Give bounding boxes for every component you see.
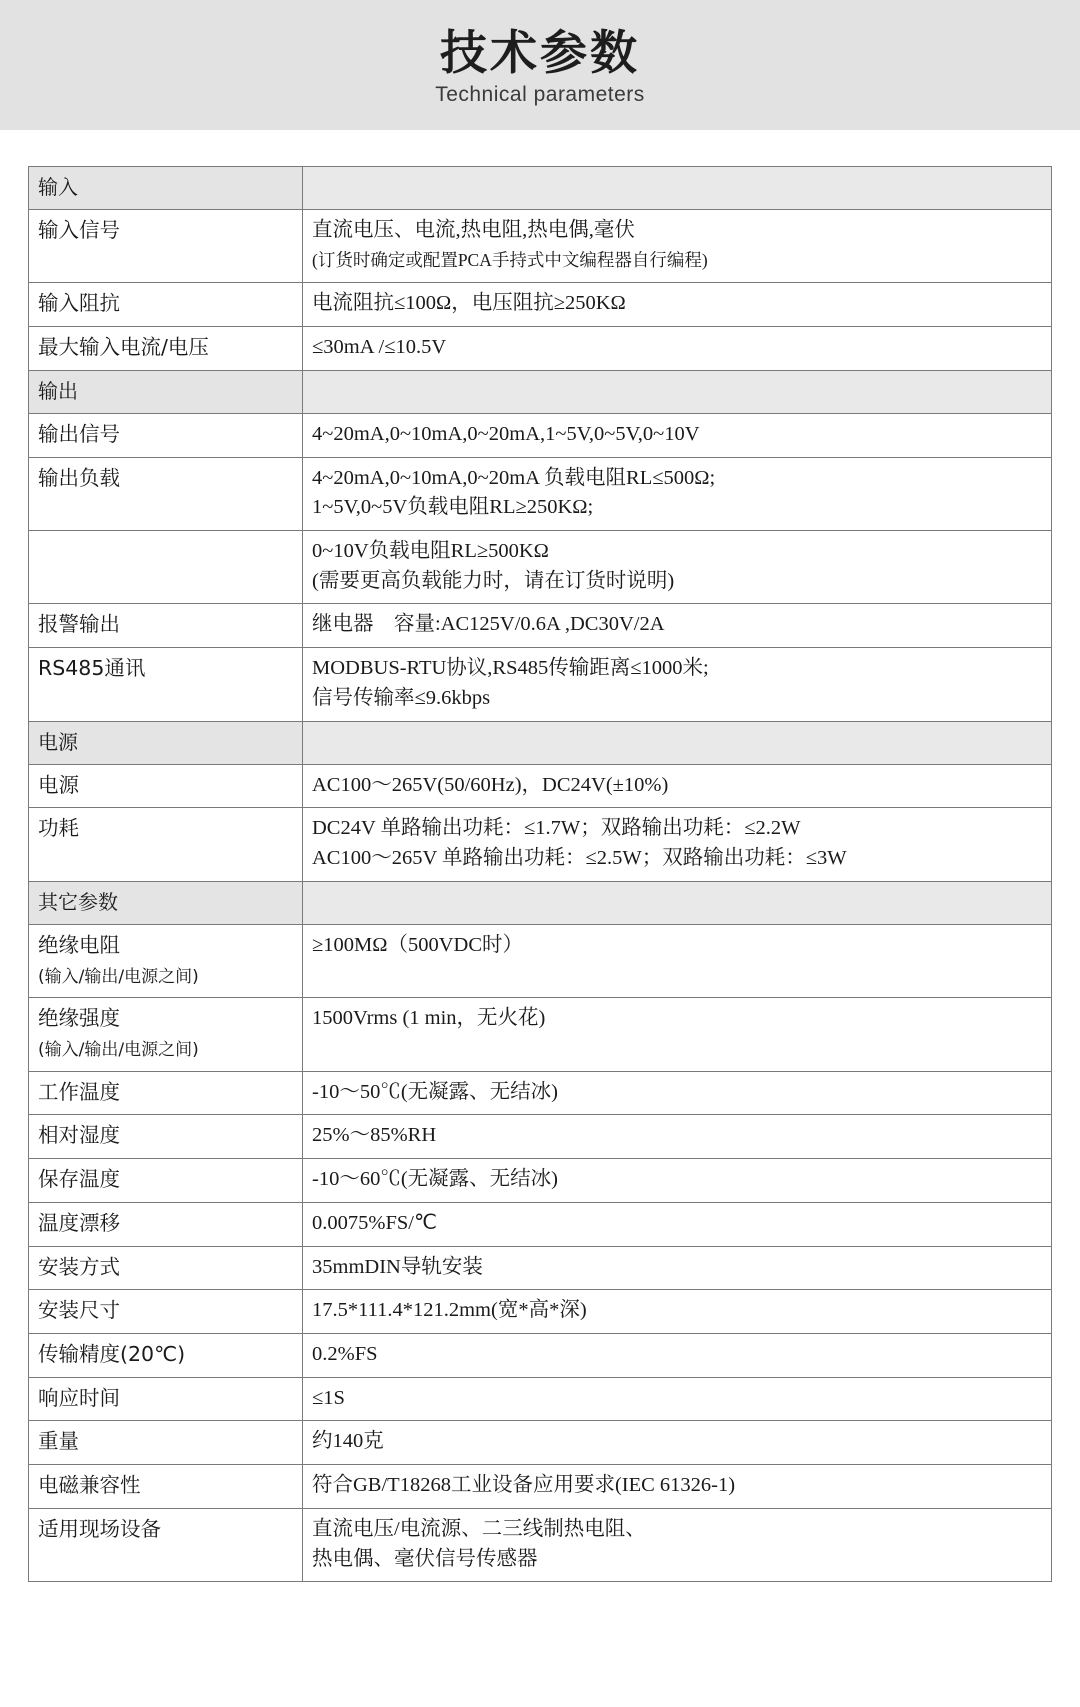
parameter-label: 绝缘强度 (输入/输出/电源之间) [29,998,303,1071]
page-header-banner [0,0,1080,130]
table-row [29,1246,1052,1290]
parameter-label: 保存温度 [29,1159,303,1203]
parameter-label: 电源 [29,764,303,808]
parameter-value: 约140克 [303,1421,1052,1465]
table-row [29,1377,1052,1421]
page-title: 技术参数 [440,26,640,82]
parameter-value: -10～60℃(无凝露、无结冰) [303,1159,1052,1203]
parameter-value: AC100～265V(50/60Hz)，DC24V(±10%) [303,764,1052,808]
parameter-label: 输入阻抗 [29,283,303,327]
page-subtitle: Technical parameters [435,82,645,106]
technical-parameters-table [28,166,1052,1582]
table-row [29,531,1052,604]
parameter-label: 传输精度(20℃) [29,1333,303,1377]
table-row [29,604,1052,648]
parameter-label: 相对湿度 [29,1115,303,1159]
table-row [29,1159,1052,1203]
section-filler-cell [303,881,1052,924]
parameter-value: 35mmDIN导轨安装 [303,1246,1052,1290]
section-label: 输出 [29,370,303,413]
parameter-value: 直流电压、电流,热电阻,热电偶,毫伏 (订货时确定或配置PCA手持式中文编程器自行编程) [303,210,1052,283]
table-row [29,413,1052,457]
parameter-value: 继电器 容量:AC125V/0.6A ,DC30V/2A [303,604,1052,648]
parameter-value: 0.0075%FS/℃ [303,1202,1052,1246]
table-row [29,457,1052,530]
section-label: 输入 [29,167,303,210]
table-row [29,998,1052,1071]
section-header-row [29,881,1052,924]
parameter-value: DC24V 单路输出功耗：≤1.7W；双路输出功耗：≤2.2W AC100～265V 单路输出功耗：≤2.5W；双路输出功耗：≤3W [303,808,1052,881]
parameter-value: 25%～85%RH [303,1115,1052,1159]
parameter-value: 4~20mA,0~10mA,0~20mA 负载电阻RL≤500Ω; 1~5V,0~5V负载电阻RL≥250KΩ; [303,457,1052,530]
parameter-label: 输出信号 [29,413,303,457]
table-row [29,1508,1052,1581]
parameter-value: 4~20mA,0~10mA,0~20mA,1~5V,0~5V,0~10V [303,413,1052,457]
parameter-label [29,531,303,604]
parameter-label: 输出负载 [29,457,303,530]
parameter-value: ≤1S [303,1377,1052,1421]
parameter-label: RS485通讯 [29,648,303,721]
parameter-value: 0~10V负载电阻RL≥500KΩ (需要更高负载能力时，请在订货时说明) [303,531,1052,604]
parameter-label: 工作温度 [29,1071,303,1115]
table-row [29,283,1052,327]
parameter-value: MODBUS-RTU协议,RS485传输距离≤1000米; 信号传输率≤9.6kbps [303,648,1052,721]
section-header-row [29,167,1052,210]
parameter-value: 17.5*111.4*121.2mm(宽*高*深) [303,1290,1052,1334]
parameter-label: 绝缘电阻 (输入/输出/电源之间) [29,924,303,997]
table-row [29,808,1052,881]
table-row [29,1465,1052,1509]
parameter-label: 安装尺寸 [29,1290,303,1334]
parameter-label: 温度漂移 [29,1202,303,1246]
parameter-label: 响应时间 [29,1377,303,1421]
parameter-value: 直流电压/电流源、二三线制热电阻、 热电偶、毫伏信号传感器 [303,1508,1052,1581]
section-header-row [29,370,1052,413]
section-filler-cell [303,721,1052,764]
parameter-label: 功耗 [29,808,303,881]
parameter-label: 安装方式 [29,1246,303,1290]
parameter-value-note: (订货时确定或配置PCA手持式中文编程器自行编程) [312,249,708,270]
section-label: 电源 [29,721,303,764]
table-row [29,1290,1052,1334]
table-row [29,1115,1052,1159]
parameter-label: 电磁兼容性 [29,1465,303,1509]
parameter-value: -10～50℃(无凝露、无结冰) [303,1071,1052,1115]
table-row [29,210,1052,283]
table-row [29,648,1052,721]
table-row [29,1202,1052,1246]
parameter-label: 最大输入电流/电压 [29,327,303,371]
section-filler-cell [303,370,1052,413]
table-row [29,764,1052,808]
section-header-row [29,721,1052,764]
table-row [29,1421,1052,1465]
parameter-value: ≥100MΩ（500VDC时） [303,924,1052,997]
parameter-value: 电流阻抗≤100Ω，电压阻抗≥250KΩ [303,283,1052,327]
parameter-value: 符合GB/T18268工业设备应用要求(IEC 61326-1) [303,1465,1052,1509]
section-label: 其它参数 [29,881,303,924]
parameter-value: 0.2%FS [303,1333,1052,1377]
parameter-value: ≤30mA /≤10.5V [303,327,1052,371]
parameter-label: 适用现场设备 [29,1508,303,1581]
parameter-label: 输入信号 [29,210,303,283]
parameter-value: 1500Vrms (1 min，无火花) [303,998,1052,1071]
parameter-label: 报警输出 [29,604,303,648]
parameter-label: 重量 [29,1421,303,1465]
table-row [29,924,1052,997]
table-row [29,1333,1052,1377]
section-filler-cell [303,167,1052,210]
table-row [29,1071,1052,1115]
table-row [29,327,1052,371]
spec-table-container [0,130,1080,1612]
